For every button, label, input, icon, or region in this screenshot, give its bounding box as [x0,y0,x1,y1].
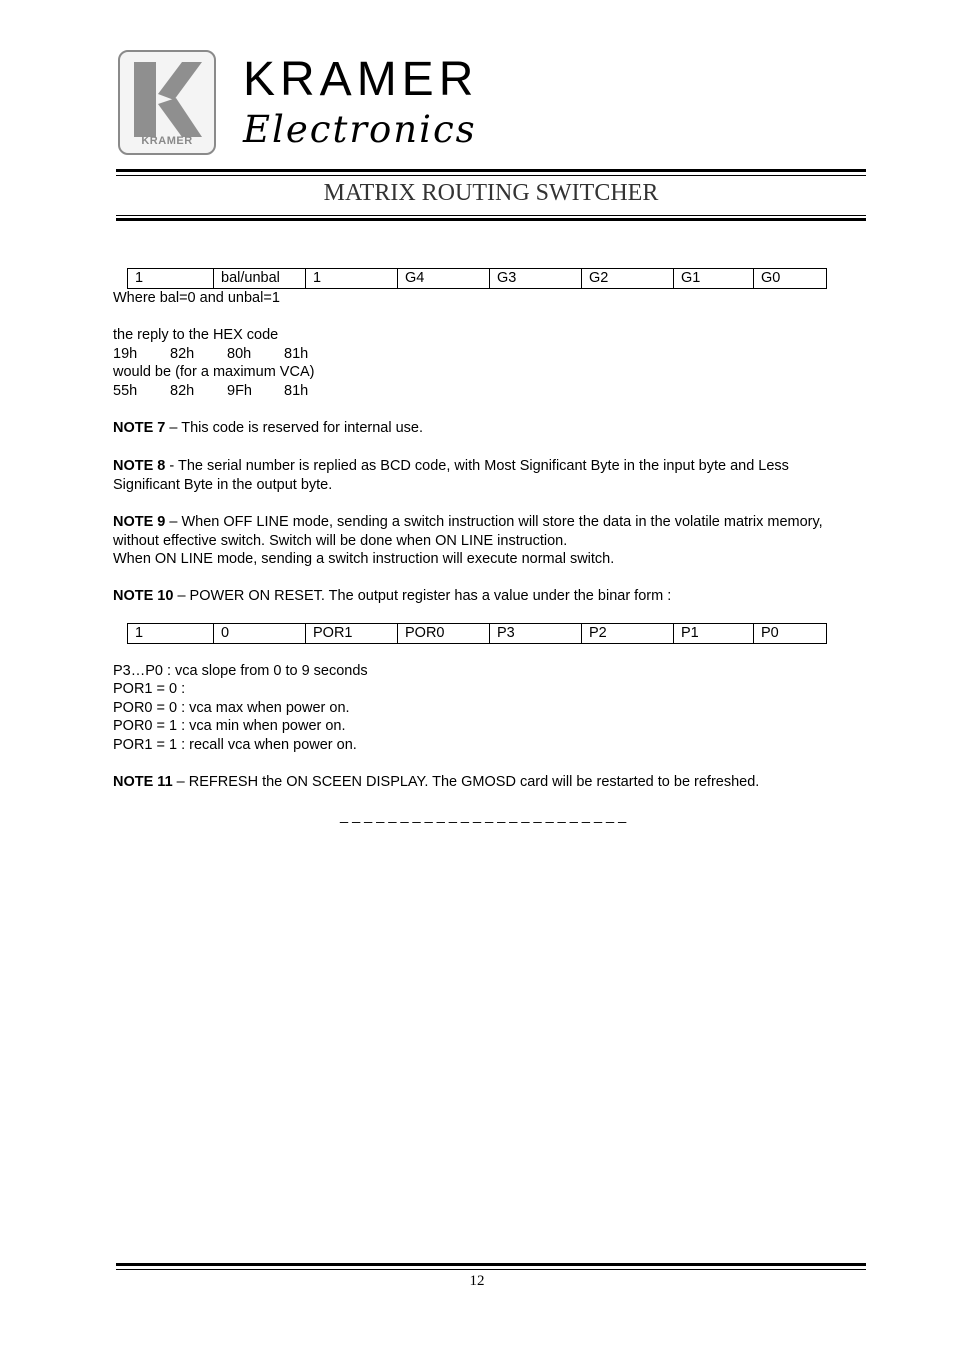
logo-box-text: KRAMER [141,135,193,147]
table-row [128,624,827,644]
note-label: NOTE 8 [113,458,166,474]
table-cell: P1 [674,624,754,644]
hex-code-1 [113,345,341,364]
table-cell: P0 [754,624,827,644]
header-rule-bottom-thick [116,218,866,221]
page-title: MATRIX ROUTING SWITCHER [323,180,659,206]
por-line: POR1 = 0 : [113,681,186,697]
por-line: POR1 = 1 : recall vca when power on. [113,737,357,753]
note-text: – REFRESH the ON SCEEN DISPLAY. The GMOSD card will be restarted to be refreshed. [172,774,760,790]
hex-byte: 55h [113,383,138,399]
por-line: POR0 = 1 : vca min when power on. [113,718,346,734]
hex-byte: 19h [113,346,138,362]
would-be-line: would be (for a maximum VCA) [113,364,315,380]
hex-byte: 81h [284,383,309,399]
footer-rule-thin [116,1269,866,1270]
hex-code-2 [113,382,341,401]
brand-subtitle: Electronics [243,108,477,151]
table-cell: P3 [490,624,582,644]
page-number: 12 [469,1273,485,1289]
note-9-line-2: When ON LINE mode, sending a switch instruction will execute normal switch. [113,551,615,567]
note-10 [113,587,843,606]
table-cell: P2 [582,624,674,644]
note-label: NOTE 7 [113,420,166,436]
table-cell: bal/unbal [214,269,306,289]
header-rule-top-thin [116,175,866,176]
hex-byte: 82h [170,346,195,362]
table-cell: POR1 [306,624,398,644]
where-line: Where bal=0 and unbal=1 [113,290,280,306]
note-text: – This code is reserved for internal use. [165,420,424,436]
table-cell: G2 [582,269,674,289]
footer-rule-thick [116,1263,866,1266]
por-line: P3…P0 : vca slope from 0 to 9 seconds [113,663,368,679]
note-text: – When OFF LINE mode, sending a switch instruction will store the data in the volatile matrix memory, without effective switch. Switch will be done when ON LINE instruction. [113,514,823,549]
table-cell: G0 [754,269,827,289]
table-cell: G4 [398,269,490,289]
note-text: - The serial number is replied as BCD code, with Most Significant Byte in the input byte and Less Significant Byte in the output byte. [113,458,789,493]
table-cell: G3 [490,269,582,289]
note-9 [113,513,843,550]
header-rule-top-thick [116,169,866,172]
por-line: POR0 = 0 : vca max when power on. [113,700,350,716]
table-cell: 1 [128,624,214,644]
table-cell: POR0 [398,624,490,644]
reply-intro: the reply to the HEX code [113,327,279,343]
table-cell: 1 [128,269,214,289]
brand-name: KRAMER [243,53,479,106]
table-cell: G1 [674,269,754,289]
table-cell: 0 [214,624,306,644]
bit-table-power-on-reset [127,623,827,644]
section-separator: _ _ _ _ _ _ _ _ _ _ _ _ _ _ _ _ _ _ _ _ _ _ _ _ [340,808,627,824]
header-rule-bottom-thin [116,215,866,216]
table-row [128,269,827,289]
bit-table-gain [127,268,827,289]
note-label: NOTE 11 [113,774,173,790]
hex-byte: 80h [227,346,252,362]
kramer-logo [118,50,216,155]
note-label: NOTE 10 [113,588,174,604]
note-text: – POWER ON RESET. The output register has a value under the binar form : [173,588,672,604]
hex-byte: 82h [170,383,195,399]
note-11 [113,773,843,792]
table-cell: 1 [306,269,398,289]
note-7 [113,419,843,438]
hex-byte: 9Fh [227,383,252,399]
note-8 [113,457,843,494]
hex-byte: 81h [284,346,309,362]
note-label: NOTE 9 [113,514,166,530]
